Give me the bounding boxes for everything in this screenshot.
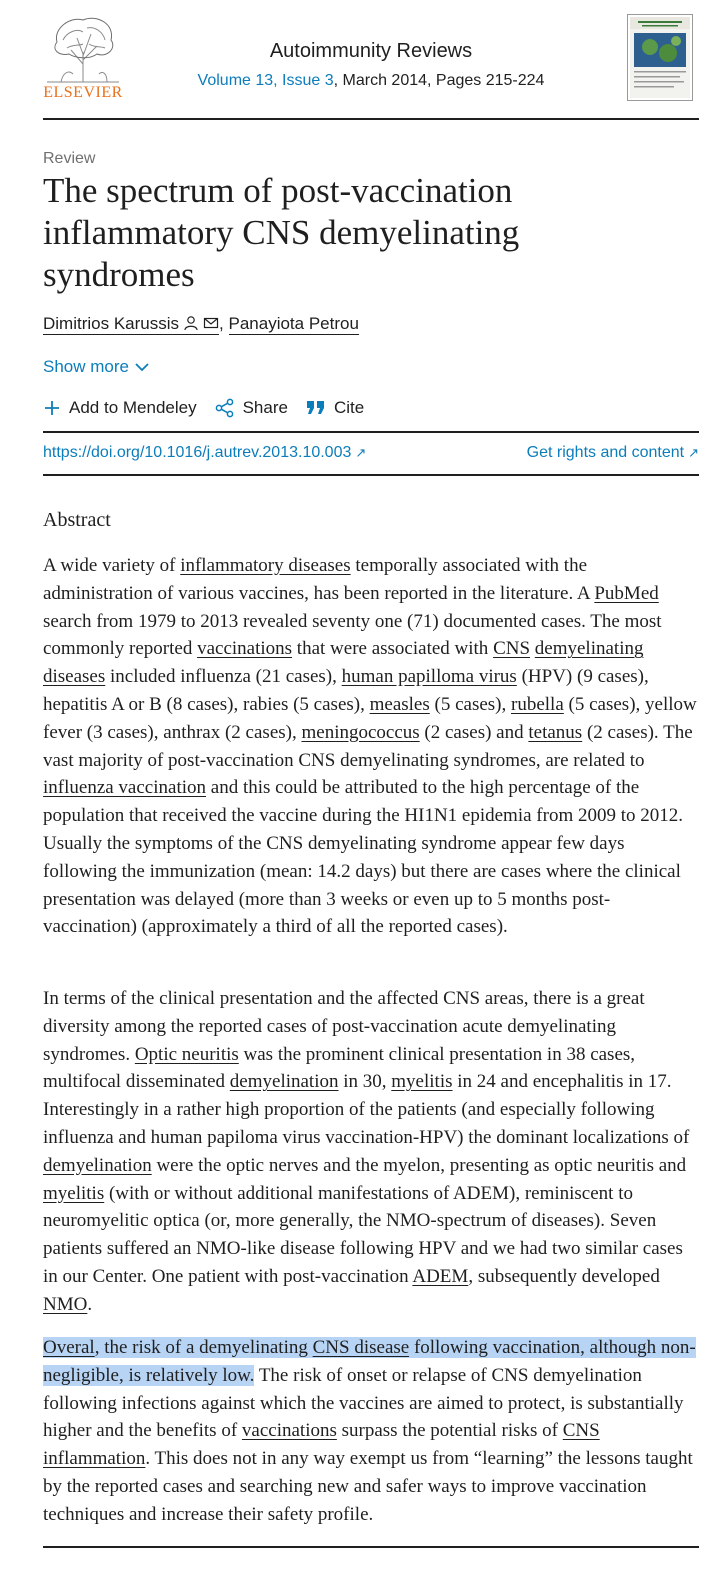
doi-bar <box>43 431 699 476</box>
abstract-text: and this could be attributed to the high percentage of the population that received the vaccine during the HI1N1 epidemia from 2009 to 2012. Usually the symptoms of the CNS demyelinating syndrome appear few days following the immunization (mean: 14.2 days) but there are cases where the clinical presentation was delayed (more than 3 weeks or even up to 5 months post-vaccination) (approximately a third of all the reported cases). <box>43 777 684 938</box>
term-link[interactable]: PubMed <box>594 582 659 604</box>
author-list <box>43 314 359 334</box>
term-link[interactable]: inflammatory diseases <box>180 555 351 576</box>
abstract-text: (with or without additional manifestations of ADEM), reminiscent to neuromyelitic optica (or, more generally, the NMO-spectrum of diseases). Seven patients suffered an NMO-like disease following HPV and we had two similar cases in our Center. One patient with post-vaccination <box>43 1182 683 1287</box>
quote-icon <box>306 399 326 417</box>
external-link-icon: ↗ <box>688 445 699 460</box>
term-link[interactable]: Overal <box>43 1337 95 1358</box>
article-type: Review <box>43 150 96 167</box>
abstract-text: temporally associated with the administration of various vaccines, has been reported in the literature. A <box>43 555 595 604</box>
abstract-paragraph-3 <box>43 1334 699 1529</box>
doi-text: https://doi.org/10.1016/j.autrev.2013.10.003 <box>43 444 352 461</box>
term-link[interactable]: tetanus <box>528 721 583 743</box>
term-link[interactable]: measles <box>369 693 430 715</box>
abstract-text: A wide variety of <box>43 555 181 576</box>
cover-thumbnail-icon <box>630 17 690 98</box>
elsevier-logo[interactable] <box>43 14 123 104</box>
abstract-text: were the optic nerves and the myelon, presenting as optic neuritis and <box>151 1154 687 1176</box>
share-button[interactable] <box>215 398 288 418</box>
issue-link[interactable]: Volume 13, Issue 3 <box>197 72 334 89</box>
term-link[interactable]: NMO <box>43 1293 88 1315</box>
term-link[interactable]: meningococcus <box>301 721 420 743</box>
abstract-text: The risk of onset or relapse of CNS demyelination following infections against which the vaccines are aimed to protect, is substantially higher and the benefits of <box>43 1364 684 1442</box>
abstract-text: . <box>87 1293 93 1315</box>
term-link[interactable]: demyelinating diseases <box>43 638 644 688</box>
term-link[interactable]: vaccinations <box>197 638 293 660</box>
term-link[interactable]: human papilloma virus <box>341 666 517 688</box>
article-title: The spectrum of post-vaccination inflammatory CNS demyelinating syndromes <box>43 171 520 294</box>
journal-title[interactable]: Autoimmunity Reviews <box>269 40 473 62</box>
author-name: Panayiota Petrou <box>228 314 359 333</box>
term-link[interactable]: influenza vaccination <box>43 777 207 799</box>
cite-button[interactable] <box>306 398 364 418</box>
journal-header <box>43 14 699 120</box>
abstract-text: in 30, <box>338 1071 392 1093</box>
abstract-text: (5 cases), <box>429 693 512 715</box>
issue-info <box>143 72 599 90</box>
author-link[interactable] <box>229 314 359 335</box>
elsevier-wordmark: ELSEVIER <box>43 84 123 101</box>
cite-label: Cite <box>333 398 365 417</box>
chevron-down-icon <box>135 363 149 372</box>
add-to-mendeley-label: Add to Mendeley <box>69 398 197 417</box>
abstract-text: In terms of the clinical presentation and the affected CNS areas, there is a great diversity among the reported cases of post-vaccination acute demyelinating syndromes. <box>43 988 645 1065</box>
rights-link[interactable] <box>527 444 699 462</box>
elsevier-tree-icon <box>43 14 123 84</box>
term-link[interactable]: demyelination <box>43 1154 152 1176</box>
add-to-mendeley-button[interactable] <box>43 398 197 418</box>
term-link[interactable]: myelitis <box>391 1071 453 1093</box>
term-link[interactable]: Optic neuritis <box>134 1043 239 1065</box>
abstract-text: (2 cases). The vast majority of post-vaccination CNS demyelinating syndromes, are related to <box>43 721 693 771</box>
term-link[interactable]: demyelination <box>229 1071 339 1093</box>
abstract-text: (5 cases), yellow fever (3 cases), anthrax (2 cases), <box>43 693 697 743</box>
doi-link[interactable] <box>43 444 366 462</box>
rights-text: Get rights and content <box>526 444 685 461</box>
abstract-text: following vaccination, although non-negligible, is relatively low. <box>43 1337 696 1386</box>
abstract-paragraph-2 <box>43 985 699 1319</box>
article-actions <box>43 398 364 418</box>
issue-date-pages: , March 2014, Pages 215-224 <box>333 72 545 89</box>
journal-cover-image[interactable] <box>627 14 693 101</box>
abstract-heading: Abstract <box>43 509 111 531</box>
abstract-text: (2 cases) and <box>419 721 529 743</box>
share-icon <box>215 398 235 418</box>
abstract-text: surpass the potential risks of <box>336 1420 563 1442</box>
term-link[interactable]: vaccinations <box>241 1420 337 1442</box>
show-more-label: Show more <box>43 357 129 376</box>
plus-icon <box>43 399 61 417</box>
abstract-text: (HPV) (9 cases), hepatitis A or B (8 cases), rabies (5 cases), <box>43 666 649 715</box>
abstract-paragraph-1 <box>43 552 699 941</box>
abstract-text: search from 1979 to 2013 revealed seventy one (71) documented cases. The most commonly reported <box>43 610 662 660</box>
author-link[interactable] <box>43 314 219 335</box>
term-link[interactable]: rubella <box>511 693 564 715</box>
term-link[interactable]: ADEM <box>412 1265 469 1287</box>
term-link[interactable]: CNS <box>493 638 531 660</box>
author-name: Dimitrios Karussis <box>43 314 180 333</box>
abstract-text: , subsequently developed <box>468 1265 660 1287</box>
section-divider <box>43 1546 699 1548</box>
abstract-text: that were associated with <box>292 638 494 660</box>
abstract-text: included influenza (21 cases), <box>105 666 342 688</box>
external-link-icon: ↗ <box>355 445 367 460</box>
abstract-text: . This does not in any way exempt us from “learning” the lessons taught by the reported cases and searching new and safer ways to improve vaccination techniques and increase their safety profile. <box>43 1448 693 1525</box>
term-link[interactable]: CNS disease <box>312 1337 410 1358</box>
term-link[interactable]: CNS inflammation <box>43 1420 600 1470</box>
share-label: Share <box>242 398 288 417</box>
abstract-text: was the prominent clinical presentation in 38 cases, multifocal disseminated <box>43 1043 636 1093</box>
abstract-text: in 24 and encephalitis in 17. Interestingly in a rather high proportion of the patients (and especially following influenza and human papiloma virus vaccination-HPV) the dominant localizations of <box>43 1071 690 1148</box>
term-link[interactable]: myelitis <box>43 1182 105 1204</box>
author-separator: , <box>219 314 224 333</box>
abstract-text: , the risk of a demyelinating <box>94 1337 313 1358</box>
person-icon <box>183 315 199 331</box>
email-icon <box>203 315 219 331</box>
show-more-button[interactable] <box>43 357 149 377</box>
